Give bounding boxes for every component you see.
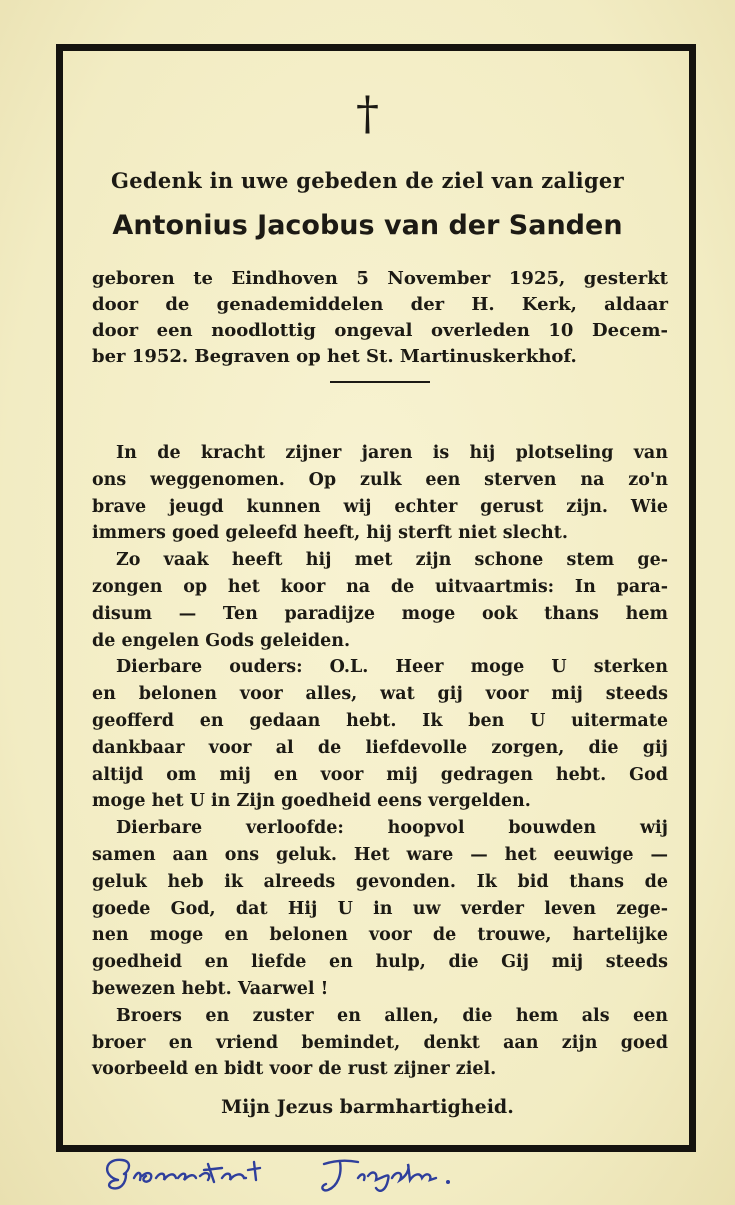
body-line: In de kracht zijner jaren is hij plotseling van <box>116 443 668 463</box>
body-line: Dierbare verloofde: hoopvol bouwden wij <box>116 818 668 839</box>
birth-line: door een noodlottig ongeval overleden 10 Decem- <box>92 320 668 341</box>
birth-line: door de genademiddelen der H. Kerk, aldaar <box>92 294 668 315</box>
body-line: Dierbare ouders: O.L. Heer moge U sterken <box>116 657 668 678</box>
body-line: broer en vriend bemindet, denkt aan zijn goed <box>92 1032 668 1053</box>
memorial-text <box>92 440 668 1083</box>
body-line: zongen op het koor na de uitvaartmis: In para- <box>92 576 668 597</box>
closing-prayer: Mijn Jezus barmhartigheid. <box>221 1096 514 1118</box>
intro-line: Gedenk in uwe gebeden de ziel van zaliger <box>111 168 624 193</box>
handwritten-signature <box>96 1150 496 1198</box>
body-line: dankbaar voor al de liefdevolle zorgen, die gij <box>92 737 668 758</box>
body-line: Broers en zuster en allen, die hem als een <box>116 1005 668 1026</box>
birth-death-paragraph <box>92 266 668 370</box>
divider-rule <box>330 381 430 383</box>
body-line: bewezen hebt. Vaarwel ! <box>92 978 329 999</box>
body-line: altijd om mij en voor mij gedragen hebt. God <box>92 764 668 785</box>
body-line: geluk heb ik alreeds gevonden. Ik bid thans de <box>92 871 668 892</box>
body-line: samen aan ons geluk. Het ware — het eeuwige — <box>92 844 668 865</box>
body-line: moge het U in Zijn goedheid eens vergelden. <box>92 791 531 812</box>
body-line: de engelen Gods geleiden. <box>92 630 351 651</box>
deceased-name: Antonius Jacobus van der Sanden <box>112 210 623 241</box>
body-line: ons weggenomen. Op zulk een sterven na zo'n <box>92 469 668 490</box>
body-line: brave jeugd kunnen wij echter gerust zijn. Wie <box>92 496 668 517</box>
body-line: nen moge en belonen voor de trouwe, hartelijke <box>92 925 668 946</box>
birth-line: geboren te Eindhoven 5 November 1925, gesterkt <box>92 268 668 289</box>
body-line: disum — Ten paradijze moge ook thans hem <box>92 603 668 624</box>
body-line: goede God, dat Hij U in uw verder leven zege- <box>92 898 668 919</box>
body-line: voorbeeld en bidt voor de rust zijner ziel. <box>92 1059 497 1080</box>
body-line: geofferd en gedaan hebt. Ik ben U uitermate <box>92 710 668 731</box>
cross-icon: † <box>356 86 379 140</box>
birth-line: ber 1952. Begraven op het St. Martinuskerkhof. <box>92 346 577 367</box>
body-line: immers goed geleefd heeft, hij sterft niet slecht. <box>92 523 568 544</box>
body-line: goedheid en liefde en hulp, die Gij mij steeds <box>92 952 668 973</box>
body-line: en belonen voor alles, wat gij voor mij steeds <box>92 684 668 705</box>
body-line: Zo vaak heeft hij met zijn schone stem ge- <box>116 550 668 571</box>
